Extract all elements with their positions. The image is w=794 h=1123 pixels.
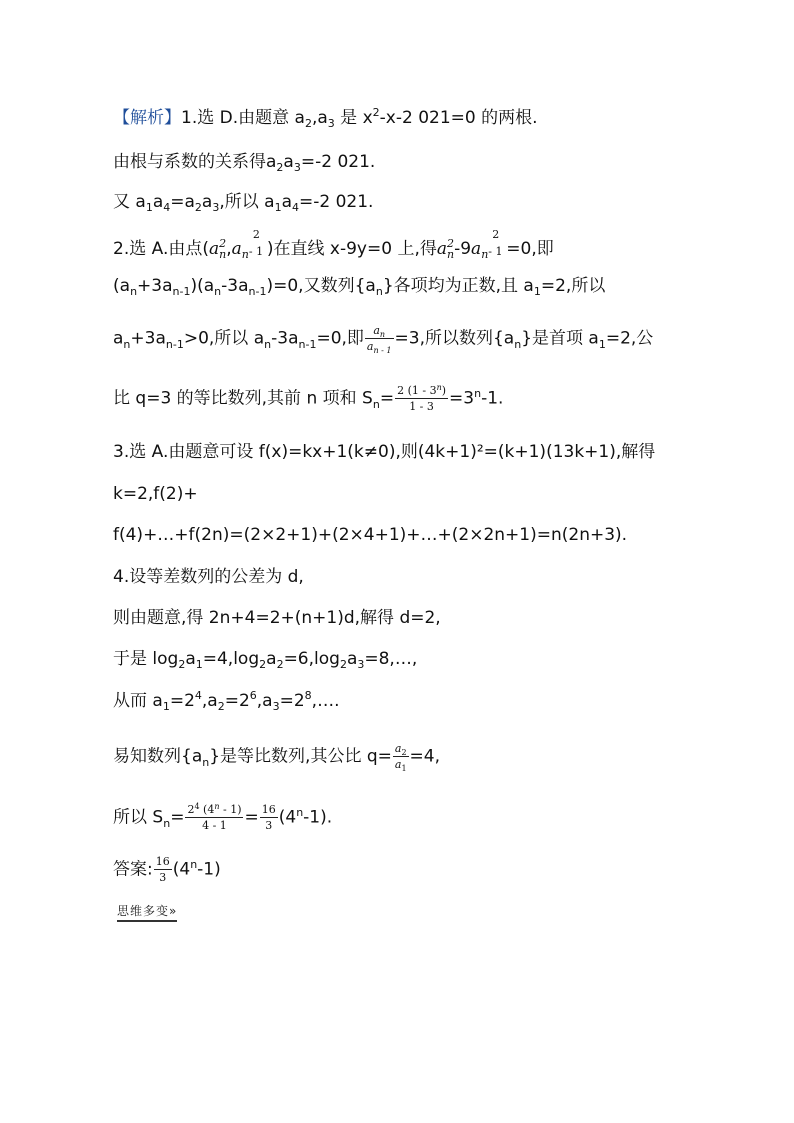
solution-line-11: 4.设等差数列的公差为 d, (113, 567, 304, 587)
stacked-index: 2 - 1 (488, 228, 503, 258)
variation-link[interactable]: 思维多变» (117, 902, 177, 922)
solution-line-4: 2.选 A.由点($a^2_n,a_n$ 2 - 1 )在直线 x-9y=0 上,得$a^2_n-9a_n$ 2 - 1 =0,即 (113, 228, 554, 261)
fraction-sum-result: $\frac{2^4 (4^n - 1)}{4 - 1}$ (187, 802, 242, 832)
fraction-an-over-an1: $\frac{a_n}{a_{n - 1}}$ (366, 324, 392, 355)
solution-line-8: 3.选 A.由题意可设 f(x)=kx+1(k≠0),则(4k+1)²=(k+1)(13k+1),解得 (113, 442, 656, 462)
answer-fraction-16-over-3: $\frac{16}{3}$ (155, 855, 170, 884)
solution-line-10: f(4)+…+f(2n)=(2×2+1)+(2×4+1)+…+(2×2n+1)=n(2n+3). (113, 525, 628, 545)
solution-line-16: 所以 $S_n=$ $\frac{2^4 (4^n - 1)}{4 - 1}$ = $\frac{16}{3}$ (4$^n$-1). (113, 802, 333, 832)
fraction-a2-over-a1: $\frac{a_2}{a_1}$ (394, 742, 407, 773)
solution-line-5: $(a_n+3a_{n-1})(a_n-3a_{n-1})=0$,又数列$\{a_n\}$各项均为正数,且 $a_1=2$,所以 (113, 276, 606, 298)
solution-line-13: 于是 $\log_2a_1=4,\log_2a_2=6,\log_2a_3=8,\dots$, (113, 649, 418, 671)
solution-line-9: k=2,f(2)+ (113, 484, 198, 504)
solution-line-7: 比 q=3 的等比数列,其前 n 项和 $S_n=$ $\frac{2 (1 - 3^n)}{1 - 3}$ $=3^n-1$. (113, 383, 504, 413)
fraction-sum-formula: $\frac{2 (1 - 3^n)}{1 - 3}$ (397, 383, 447, 413)
solution-line-12: 则由题意,得 2n+4=2+(n+1)d,解得 d=2, (113, 608, 441, 628)
answer-line: 答案: $\frac{16}{3}$ (4$^n$-1) (113, 855, 221, 884)
solution-line-14: 从而 $a_1=2^4,a_2=2^6,a_3=2^8,\dots$. (113, 689, 340, 713)
solution-line-3: 又 $a_1a_4=a_2a_3$,所以 $a_1a_4=-2$ 021. (113, 192, 374, 214)
stacked-index: 2 - 1 (248, 228, 264, 258)
analysis-label: 【解析】 (113, 108, 181, 128)
solution-line-2: 由根与系数的关系得$a_2a_3=-2$ 021. (113, 152, 376, 174)
solution-line-1: 【解析】1.选 D.由题意 $a_2,a_3$ 是 $x^2-x-2$ 021=0 的两根. (113, 106, 538, 130)
solution-line-15: 易知数列$\{a_n\}$是等比数列,其公比 q= $\frac{a_2}{a_1}$ =4, (113, 742, 441, 773)
fraction-16-over-3: $\frac{16}{3}$ (261, 803, 276, 832)
solution-line-6: $a_n+3a_{n-1}>0$,所以 $a_n-3a_{n-1}=0$,即 $\frac{a_n}{a_{n - 1}}$ =3,所以数列$\{a_n\}$是首项 $a_1=2$,公 (113, 324, 654, 355)
